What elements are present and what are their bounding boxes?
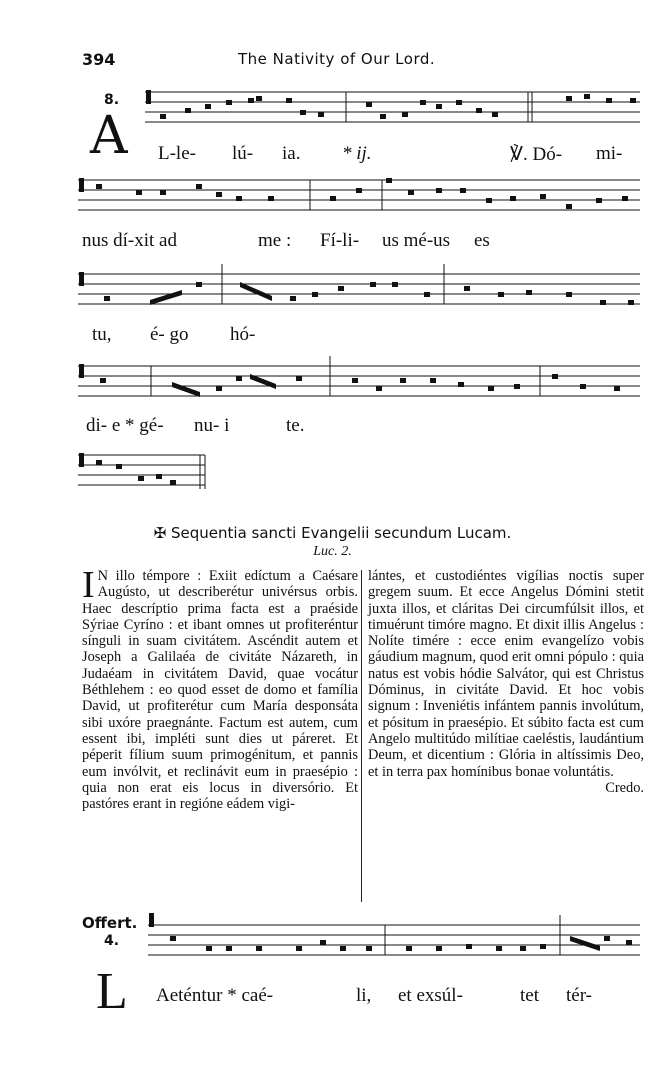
lyric-syllable: hó-	[230, 324, 256, 345]
lyric-syllable: di- e * gé-	[86, 415, 164, 436]
running-title: The Nativity of Our Lord.	[238, 50, 436, 68]
lyric-syllable: lú-	[232, 143, 254, 164]
gospel-reference: Luc. 2.	[313, 544, 352, 559]
lyric-syllable: * ij.	[342, 143, 372, 164]
lyric-syllable: L-le-	[158, 143, 196, 164]
lyric-syllable: li,	[356, 985, 372, 1006]
lyric-syllable: ia.	[282, 143, 301, 164]
gospel-column-left	[82, 564, 358, 813]
lyric-syllable: Aeténtur * caé-	[156, 985, 274, 1006]
alleluia-initial: A	[90, 106, 128, 166]
gospel-text-right: lántes, et custodiéntes vigílias noctis super gregem suum. Et ecce Angelus Dómini stetit juxta illos, et cláritas Dei circumfúlsit illos, et timuérunt timóre magno. Et dixit illis Angelus : Nolíte timére : ecce enim evangelízo vobis gáudium magnum, quod erit omni pópulo : quia natus est vobis hódie Salvátor, qui est Christus Dóminus, in civitáte David. Et hoc vobis signum : Inveniétis infántem pannis involútum, et pósitum in praesépio. Et súbito facta est cum Angelo multitúdo milítiae caeléstis, laudántium Deum, et dicentium : Glória in altíssimis Deo, et in terra pax homínibus bonae voluntátis.	[368, 568, 644, 780]
lyric-syllable: nu- i	[194, 415, 230, 436]
gospel-title: ✠ Sequentia sancti Evangelii secundum Lucam.	[153, 524, 512, 542]
column-divider	[361, 570, 362, 902]
lyric-syllable: tet	[520, 985, 539, 1006]
gospel-drop-initial: I	[82, 564, 95, 606]
lyric-syllable: é- go	[150, 324, 189, 345]
lyric-syllable: tér-	[566, 985, 592, 1006]
lyric-syllable: mi-	[596, 143, 623, 164]
offertory-mode: 4.	[104, 933, 120, 949]
alleluia-mode: 8.	[104, 92, 120, 108]
offertory-initial: L	[96, 963, 128, 1020]
lyric-syllable: ℣. Dó-	[510, 144, 563, 165]
lyric-syllable: nus dí-xit ad	[82, 230, 177, 251]
offertory-label: Offert.	[82, 914, 138, 932]
page-number: 394	[82, 50, 116, 69]
lyric-syllable: us mé-us	[382, 230, 451, 251]
lyric-syllable: Fí-li-	[320, 230, 360, 251]
lyric-syllable: et exsúl-	[398, 985, 463, 1006]
lyric-syllable: te.	[286, 415, 305, 436]
credo-label: Credo.	[605, 779, 644, 796]
gospel-text-left: N illo témpore : Exiit edíctum a Caésare Augústo, ut describerétur univérsus orbis. Haec descríptio prima facta est a praéside Sýriae Cyríno : et ibant omnes ut profiteréntur sínguli in suam civitátem. Ascéndit autem et Joseph a Galilaéa de civitáte Názareth, in Judaéam in civitátem David, quae vocátur Béthlehem : eo quod esset de domo et família David, ut profiterétur cum María desponsáta sibi uxóre praegnánte. Factum est autem, cum essent ibi, impléti sunt dies ut páreret. Et péperit fílium suum primogénitum, et pannis eum invólvit, et reclinávit eum in praesépio : quia non erat eis locus in diversório. Et pastóres erant in regióne eádem vigi-	[82, 568, 358, 813]
gospel-column-right	[368, 568, 644, 796]
lyric-syllable: tu,	[92, 324, 112, 345]
lyric-syllable: es	[474, 230, 490, 251]
lyric-syllable: me :	[258, 230, 292, 251]
